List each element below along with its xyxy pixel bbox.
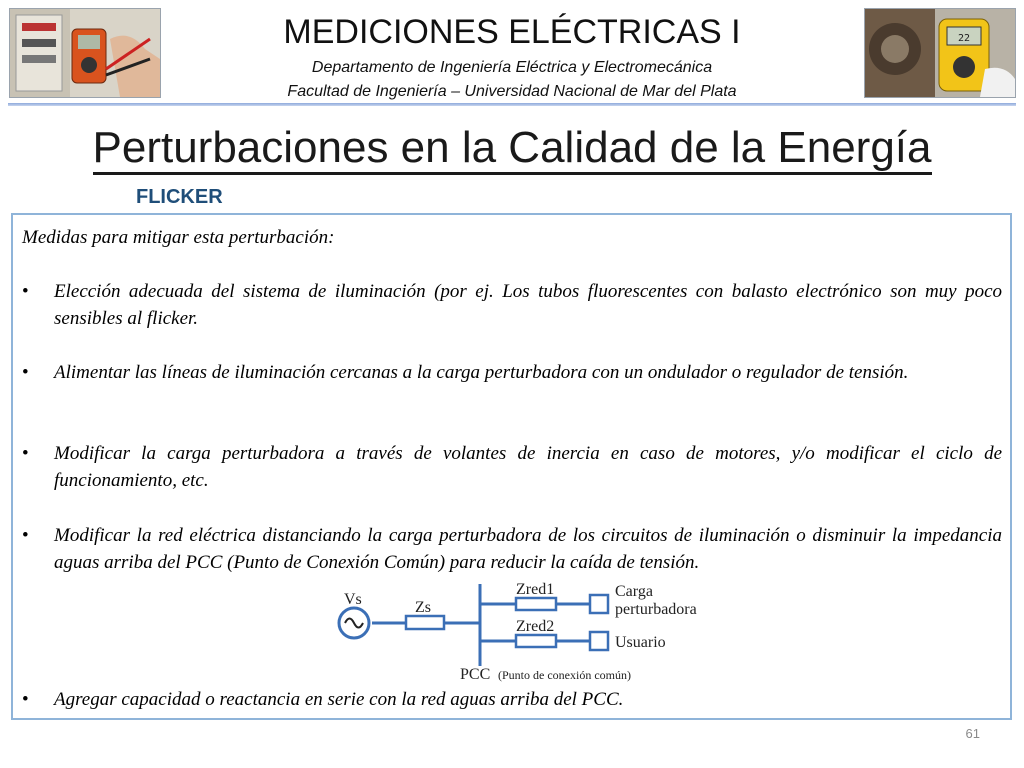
load-usuario-box (590, 632, 608, 650)
pcc-detail-label: (Punto de conexión común) (498, 668, 631, 682)
bullet-symbol: • (22, 689, 29, 710)
faculty-subtitle: Facultad de Ingeniería – Universidad Nacional de Mar del Plata (287, 83, 737, 100)
bullet-symbol: • (22, 525, 29, 546)
slide-title-text: Perturbaciones en la Calidad de la Energía (93, 123, 932, 175)
department-subtitle: Departamento de Ingeniería Eléctrica y Electromecánica (311, 59, 713, 76)
zred1-impedance (516, 598, 556, 610)
zred2-label: Zred2 (516, 618, 555, 635)
page-number: 61 (965, 726, 980, 741)
bullet-symbol: • (22, 443, 29, 464)
circuit-diagram (330, 576, 730, 686)
header-divider (8, 103, 1016, 106)
zs-impedance (406, 616, 444, 629)
zs-label: Zs (415, 599, 431, 616)
load-perturbadora-label-2: perturbadora (615, 601, 697, 618)
bullet-symbol: • (22, 362, 29, 383)
section-label: FLICKER (136, 186, 223, 208)
vs-label: Vs (344, 591, 362, 608)
bullet-text: Alimentar las líneas de iluminación cercanas a la carga perturbadora con un ondulador o regulador de tensión. (54, 362, 909, 383)
load-perturbadora-label-1: Carga (615, 583, 653, 600)
bullet-text: Agregar capacidad o reactancia en serie con la red aguas arriba del PCC. (54, 689, 624, 710)
slide-title (0, 120, 1024, 176)
bullet-text: Modificar la carga perturbadora a través de volantes de inercia en caso de motores, y/o modificar el ciclo de funcionamiento, etc. (54, 443, 1002, 491)
multimeter-photo-right (864, 8, 1016, 98)
zred1-label: Zred1 (516, 581, 555, 598)
load-perturbadora-box (590, 595, 608, 613)
load-usuario-label: Usuario (615, 634, 666, 651)
bullet-symbol: • (22, 281, 29, 302)
pcc-label: PCC (460, 666, 491, 683)
bullet-text: Elección adecuada del sistema de iluminación (por ej. Los tubos fluorescentes con balasto electrónico son muy poco sensibles al flicker. (54, 281, 1002, 329)
multimeter-photo-left (9, 8, 161, 98)
course-title: MEDICIONES ELÉCTRICAS I (283, 13, 741, 51)
bullet-text: Modificar la red eléctrica distanciando la carga perturbadora de los circuitos de iluminación o disminuir la impedancia aguas arriba del PCC (Punto de Conexión Común) para reducir la caída de tensión. (54, 525, 1002, 573)
intro-text: Medidas para mitigar esta perturbación: (22, 227, 335, 248)
circuit-wires (372, 584, 590, 666)
zred2-impedance (516, 635, 556, 647)
svg-text:22: 22 (957, 33, 971, 44)
